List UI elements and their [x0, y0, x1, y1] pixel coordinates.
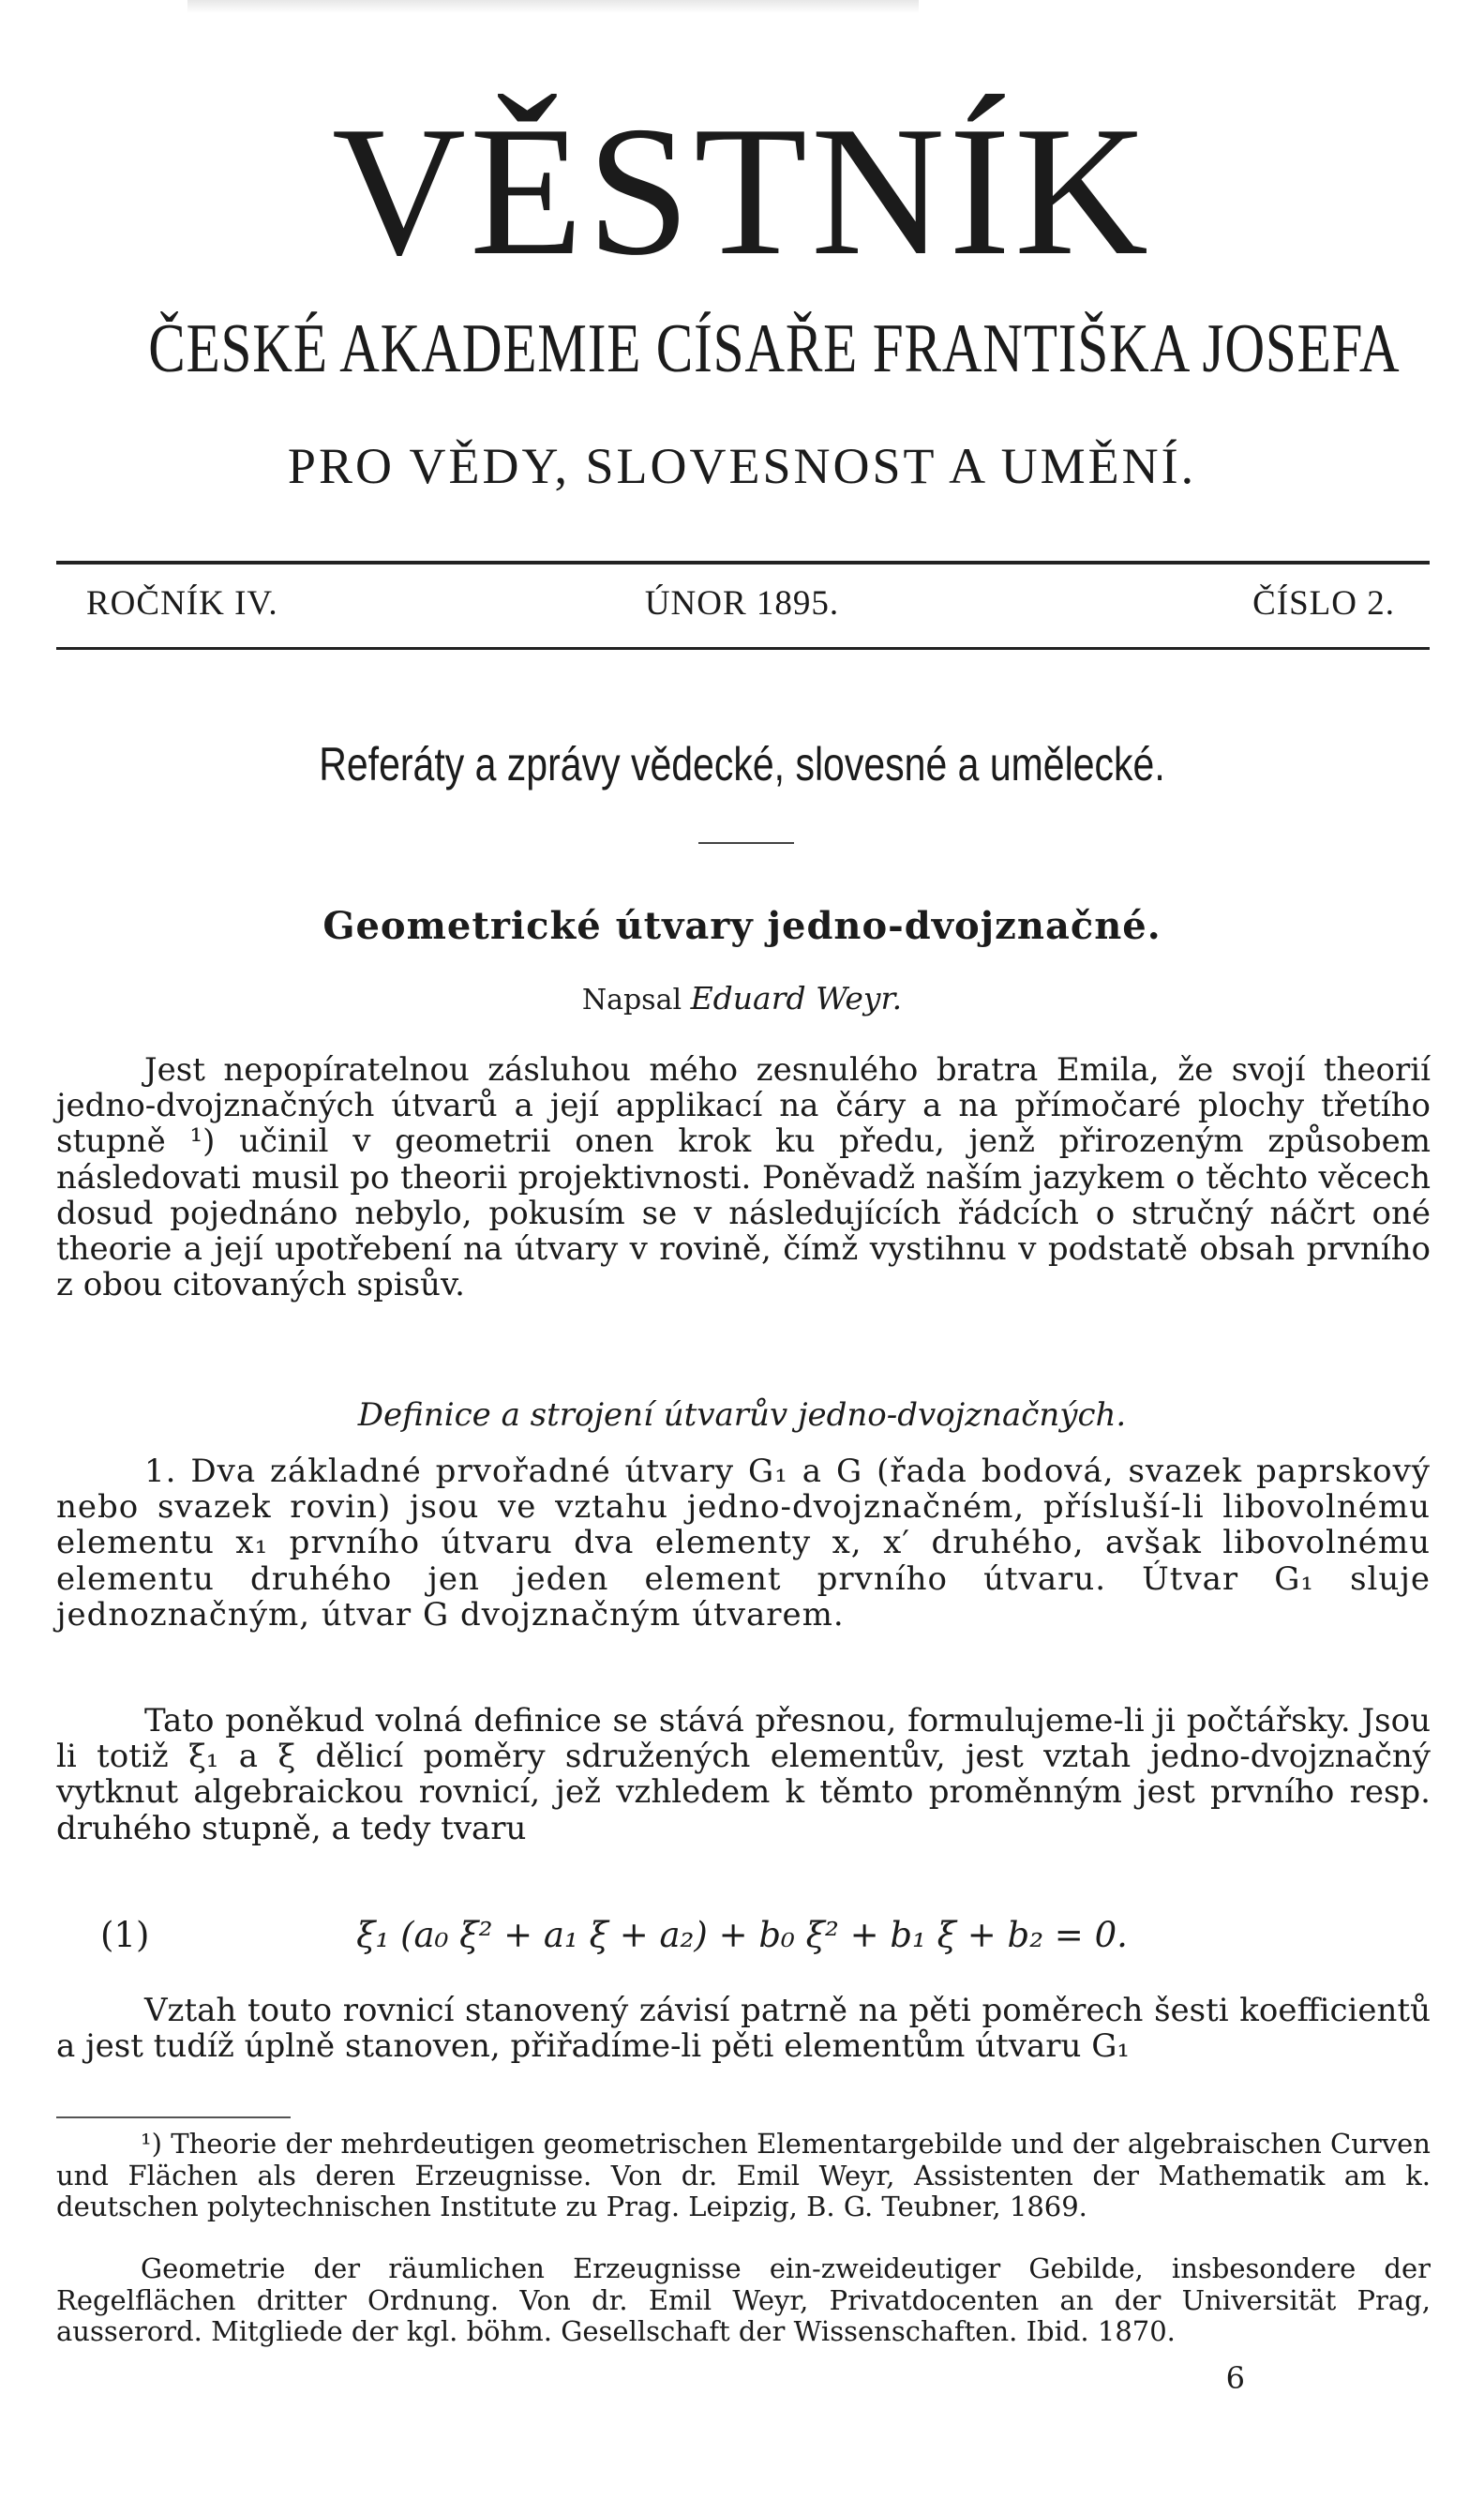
page-number: 6	[1225, 2360, 1245, 2396]
equation: ξ₁ (a₀ ξ² + a₁ ξ + a₂) + b₀ ξ² + b₁ ξ + b₂ = 0.	[356, 1915, 1128, 1955]
issue-volume: ROČNÍK IV.	[86, 584, 278, 623]
section-title: Referáty a zprávy vědecké, slovesné a umělecké.	[319, 738, 1165, 791]
footnote-1: ¹) Theorie der mehrdeutigen geometrischen Elementargebilde und der algebraischen Curven und Flächen als deren Erzeugnisse. Von dr. Emil Weyr, Assistenten der Mathematik am k. deutschen polytechnischen Institute zu Prag. Leipzig, B. G. Teubner, 1869.	[56, 2128, 1431, 2223]
equation-block	[0, 1915, 1484, 1962]
issue-number: ČÍSLO 2.	[1252, 584, 1395, 623]
masthead-title: VĚSTNÍK	[332, 88, 1152, 294]
subsection-heading: Definice a strojení útvarův jedno-dvojznačných.	[357, 1396, 1127, 1434]
intro-paragraph: Jest nepopíratelnou zásluhou mého zesnulého bratra Emila, že svojí theorií jedno-dvojznačných útvarů a její applikací na čáry a na přímočaré plochy třetího stupně ¹) učinil v geometrii onen krok ku předu, jenž přirozeným způsobem následovati musil po theorii projektivnosti. Poněvadž naším jazykem o těchto věcech dosud pojednáno nebylo, pokusím se v následujících řádcích o stručný náčrt oné theorie a její upotřebení na útvary v rovině, čímž vystihnu v podstatě obsah prvního z obou citovaných spisův.	[56, 1051, 1431, 1304]
footnote-rule	[56, 2116, 291, 2118]
article-author: Eduard Weyr.	[690, 980, 903, 1017]
paragraph-relation: Vztah touto rovnicí stanovený závisí patrně na pěti poměrech šesti koefficientů a jest tudíž úplně stanoven, přiřadíme-li pěti elementům útvaru G₁	[56, 1992, 1431, 2066]
scan-shadow	[187, 0, 919, 13]
article-title: Geometrické útvary jedno-dvojznačné.	[322, 904, 1162, 948]
issue-date: ÚNOR 1895.	[644, 584, 840, 623]
article-byline	[0, 980, 1484, 1017]
section-divider	[698, 842, 794, 844]
header-rule-bottom	[56, 647, 1430, 650]
byline-prefix: Napsal	[581, 984, 682, 1017]
paragraph-definition: 1. Dva základné prvořadné útvary G₁ a G (řada bodová, svazek paprskový nebo svazek rovin) jsou ve vztahu jedno-dvojznačném, přísluší-li libovolnému elementu x₁ prvního útvaru dva elementy x, x′ druhého, avšak libovolnému elementu druhého jen jeden element prvního útvaru. Útvar G₁ sluje jednoznačným, útvar G dvojznačným útvarem.	[56, 1453, 1431, 1634]
masthead-academy: ČESKÉ AKADEMIE CÍSAŘE FRANTIŠKA JOSEFA	[148, 310, 1401, 387]
footnote-2: Geometrie der räumlichen Erzeugnisse ein-zweideutiger Gebilde, insbesondere der Regelflächen dritter Ordnung. Von dr. Emil Weyr, Privatdocenten an der Universität Prag, ausserord. Mitgliede der kgl. böhm. Gesellschaft der Wissenschaften. Ibid. 1870.	[56, 2252, 1431, 2348]
paragraph-formulation: Tato poněkud volná definice se stává přesnou, formulujeme-li ji počtářsky. Jsou li totiž ξ₁ a ξ dělicí poměry sdružených elementův, jest vztah jedno-dvojznačný vytknut algebraickou rovnicí, jež vzhledem k těmto proměnným jest prvního resp. druhého stupně, a tedy tvaru	[56, 1702, 1431, 1847]
header-rule-top	[56, 561, 1430, 565]
equation-number: (1)	[100, 1915, 150, 1955]
masthead-subtitle: PRO VĚDY, SLOVESNOST A UMĚNÍ.	[287, 438, 1197, 494]
